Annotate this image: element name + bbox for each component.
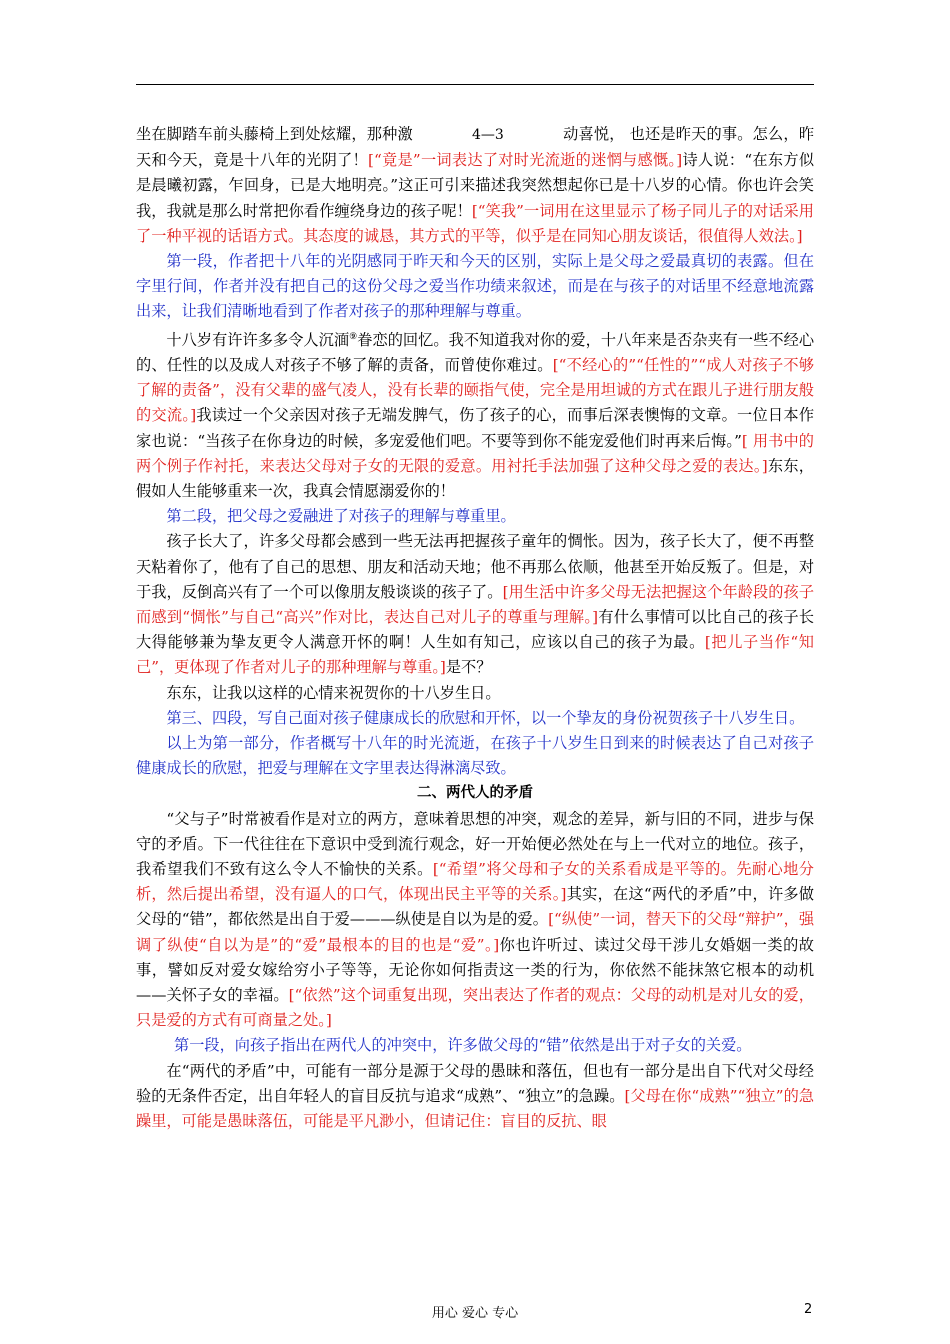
text: 诗人说：“在东方似是晨曦初露，乍回身，已是大地明亮。”这正可引来描述我突然想起你已是十八岁的心情。你也许会笑我，我就是那么时常把你看作缠绕身边的孩子呢！ [136,151,815,220]
annotation-red: [把儿子当作“知己”，更体现了作者对儿子的那种理解与尊重。] [136,633,814,677]
paragraph-6 [136,1059,814,1135]
annotation-red: [父母在你“成熟”“独立”的急躁里，可能是愚昧落伍，可能是平凡渺小，但请记住：盲目的反抗、眼 [136,1086,815,1130]
page-footer: 用心 爱心 专心 [431,1306,519,1321]
summary-paragraph-4: 以上为第一部分，作者概写十八年的时光流逝，在孩子十八岁生日到来的时候表达了自己对孩子健康成长的欣慰，把爱与理解在文字里表达得淋漓尽致。 [136,733,814,778]
annotation-red: [ 用书中的两个例子作衬托，来表达父母对子女的无限的爱意。用衬托手法加强了这种父母之爱的表达。] [136,431,814,475]
page-number: 2 [804,1302,813,1317]
paragraph-1 [136,122,814,249]
header-rule [136,84,814,85]
summary-paragraph-1: 第一段，作者把十八年的光阴感同于昨天和今天的区别，实际上是父母之爱最真切的表露。但在字里行间，作者并没有把自己的这份父母之爱当作功绩来叙述，而是在与孩子的对话里不经意地流露出来，让我们清晰地看到了作者对孩子的那种理解与尊重。 [136,252,814,321]
annotation-red: [“纵使”一词，替天下的父母“辩护”，强调了纵使“自以为是”的“爱”最根本的目的也是“爱”。] [136,910,815,954]
summary-paragraph-3: 第三、四段，写自己面对孩子健康成长的欣慰和开怀，以一个挚友的身份祝贺孩子十八岁生日。 [166,708,805,727]
paragraph-4: 东东，让我以这样的心情来祝贺你的十八岁生日。 [166,683,501,702]
annotation-red: [“依然”这个词重复出现，突出表达了作者的观点：父母的动机是对儿女的爱，只是爱的方式有可商量之处。] [136,985,814,1030]
paragraph-5 [136,807,814,1034]
annotation-red: [用生活中许多父母无法把握这个年龄段的孩子而感到“惆怅”与自己“高兴”作对比，表达自己对儿子的尊重与理解。] [136,582,815,626]
annotation-red: [“希望”将父母和子女的关系看成是平等的。先耐心地分析，然后提出希望，没有逼人的口气，体现出民主平等的关系。] [136,859,814,904]
text: “父与子”时常被看作是对立的两方，意味着思想的冲突，观念的差异，新与旧的不同，进步与保守的矛盾。下一代往往在下意识中受到流行观念，好一开始便必然处在与上一代对立的地位。孩子，我希望我们不致有这么令人不愉快的关系。 [136,809,814,878]
annotation-red: [“竟是”一词表达了对时光流逝的迷惘与感慨。] [368,151,683,170]
text: 孩子长大了，许多父母都会感到一些无法再把握孩子童年的惆怅。因为，孩子长大了，便不再整天粘着你了，他有了自己的思想、朋友和活动天地；他不再那么依顺，他甚至开始反叛了。但是，对于我，反倒高兴有了一个可以像朋友般谈谈的孩子了。 [136,532,814,601]
summary-paragraph-5: 第一段，向孩子指出在两代人的冲突中，许多做父母的“错”依然是出于对子女的关爱。 [174,1036,752,1055]
page-mark: 4—3 [471,127,504,143]
text: 东东，假如人生能够重来一次，我真会情愿溺爱你的！ [136,456,814,500]
paragraph-3 [136,529,814,680]
footnote-marker: ⑨ [349,331,358,342]
annotation-red: [“不经心的”“任性的”“成人对孩子不够了解的责备”，没有父辈的盛气凌人，没有长辈的颐指气使，完全是用坦诚的方式在跟儿子进行朋友般的交流。] [136,355,815,425]
text: 其实，在这“两代的矛盾”中，许多做父母的“错”，都依然是出自于爱———纵使是自以为是的爱。 [136,885,814,929]
text: 你也许听过、读过父母干涉儿女婚姻一类的故事，譬如反对爱女嫁给穷小子等等，无论你如何指责这一类的行为，你依然不能抹煞它根本的动机——关怀子女的幸福。 [136,935,814,1004]
text: 坐在脚踏车前头藤椅上到处炫耀，那种激 [136,125,413,143]
text: 十八岁有许许多多令人沉湎 [166,330,350,349]
summary-paragraph-2: 第二段，把父母之爱融进了对孩子的理解与尊重里。 [166,507,516,526]
text: 眷恋的回忆。我不知道我对你的爱，十八年来是否杂夹有一些不经心的、任性的以及成人对孩子不够了解的责备，而曾使你难过。 [136,330,815,374]
annotation-red: [“笑我”一词用在这里显示了杨子同儿子的对话采用了一种平视的话语方式。其态度的诚恳，其方式的平等，似乎是在同知心朋友谈话，很值得人效法。] [136,201,814,245]
document-body [136,122,814,1134]
text: 动喜悦， 也还是昨天的事。怎么，昨天和今天，竟是十八年的光阴了！ [136,125,815,170]
text: 在“两代的矛盾”中，可能有一部分是源于父母的愚昧和落伍，但也有一部分是出自下代对父母经验的无条件否定，出自年轻人的盲目反抗与追求“成熟”、“独立”的急躁。 [136,1061,814,1105]
section-heading: 二、两代人的矛盾 [417,785,533,802]
text: 是不？ [445,658,492,677]
paragraph-2 [136,325,814,504]
text: 有什么事情可以比自己的孩子长大得能够兼为挚友更令人满意开怀的啊！人生如有知己，应该以自己的孩子为最。 [136,607,815,652]
text: 我读过一个父亲因对孩子无端发脾气，伤了孩子的心，而事后深表懊悔的文章。一位日本作家也说：“当孩子在你身边的时候，多宠爱他们吧。不要等到你不能宠爱他们时再来后悔。” [136,406,815,450]
